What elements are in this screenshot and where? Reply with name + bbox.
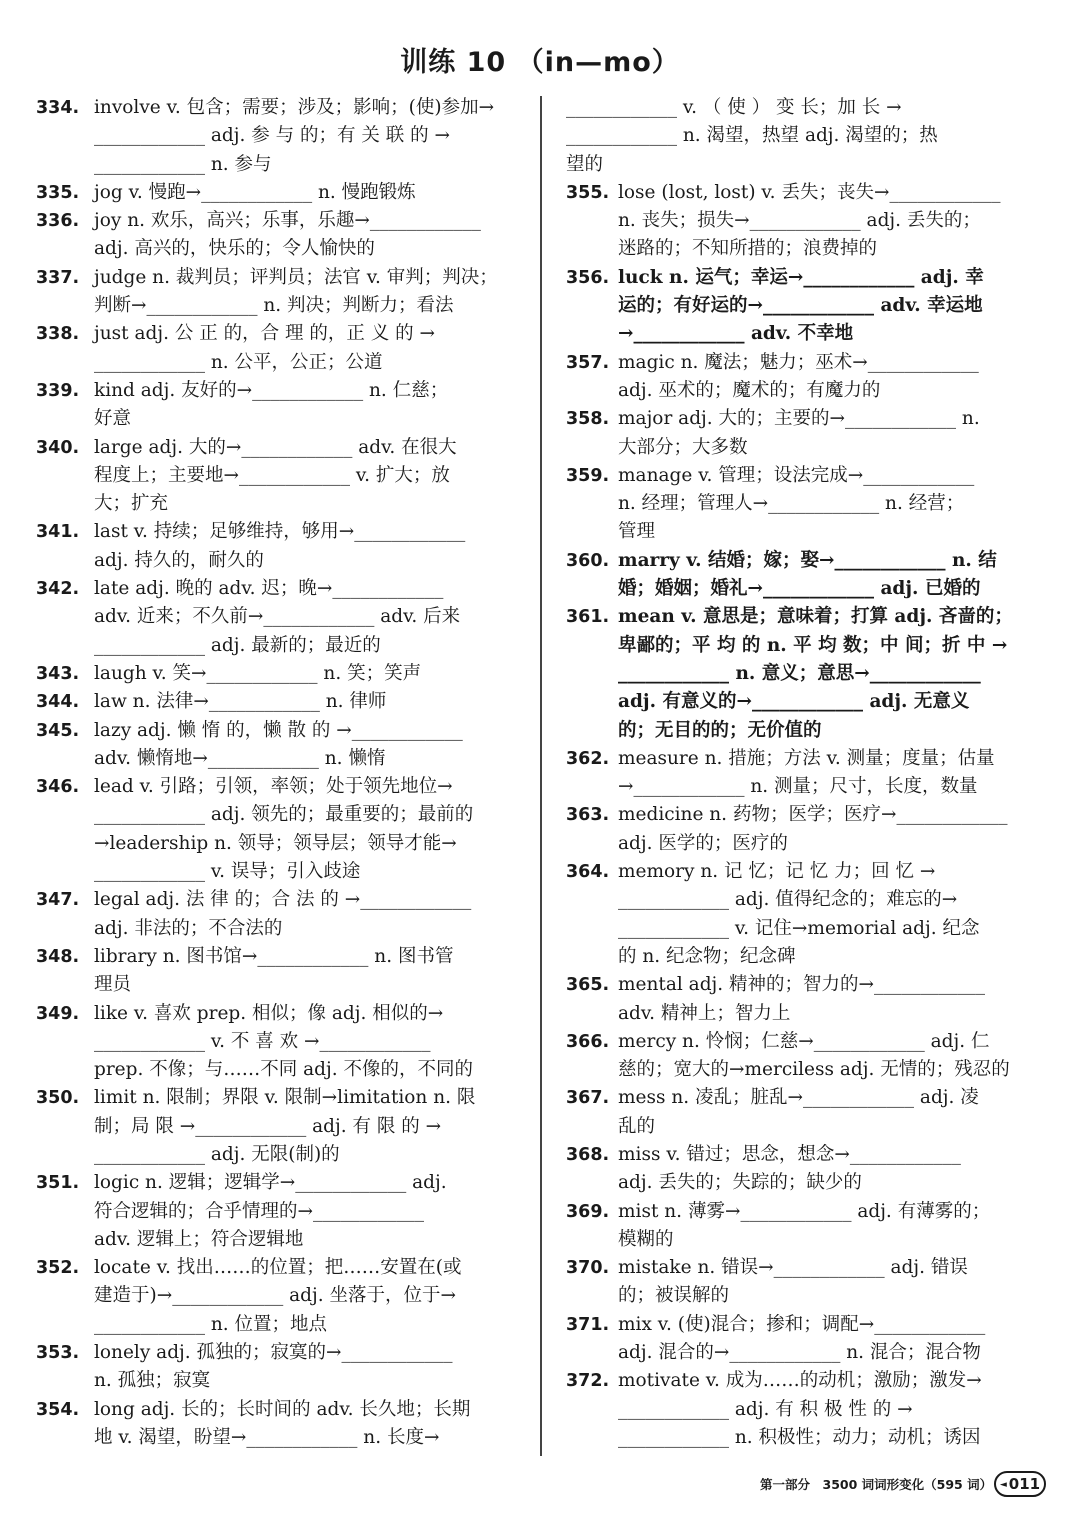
vocab-entry	[36, 943, 528, 1000]
vocab-entry	[36, 1254, 528, 1339]
entry-number: 369.	[566, 1201, 610, 1222]
entry-text: long adj. 长的；长时间的 adv. 长久地；长期	[94, 1398, 471, 1420]
entry-number: 366.	[566, 1031, 610, 1052]
entry-number: 359.	[566, 465, 610, 486]
vocab-entry	[566, 405, 1050, 462]
entry-continuation: 运的；有好运的→____________ adv. 幸运地	[618, 295, 983, 317]
right-column	[566, 94, 1050, 1452]
vocab-entry	[566, 971, 1050, 1028]
entry-number: 356.	[566, 267, 610, 288]
entry-text: judge n. 裁判员；评判员；法官 v. 审判；判决；	[94, 266, 498, 288]
entry-continuation: →____________ adv. 不幸地	[618, 323, 854, 345]
vocab-entry	[36, 320, 528, 377]
entry-text: lazy adj. 懒 惰 的，懒 散 的 →____________	[94, 719, 463, 741]
entry-number: 338.	[36, 324, 80, 345]
entry-continuation: 制；局 限 →____________ adj. 有 限 的 →	[94, 1115, 442, 1137]
entry-text: mix v. (使)混合；掺和；调配→____________	[618, 1313, 986, 1335]
entry-text: legal adj. 法 律 的；合 法 的 →____________	[94, 889, 472, 911]
entry-text: logic n. 逻辑；逻辑学→____________ adj.	[94, 1172, 447, 1194]
entry-continuation: 的；被误解的	[618, 1285, 730, 1307]
entry-continuation: 建造于)→____________ adj. 坐落于，位于→	[94, 1285, 456, 1307]
vocab-entry	[36, 264, 528, 321]
entry-number: 367.	[566, 1088, 610, 1109]
entry-text: marry v. 结婚；嫁；娶→____________ n. 结	[618, 549, 997, 571]
entry-continuation: adv. 近来；不久前→____________ adv. 后来	[94, 606, 461, 628]
entry-text: mean v. 意思是；意味着；打算 adj. 吝啬的；	[618, 606, 1013, 628]
vocab-entry	[36, 1084, 528, 1169]
entry-continuation: 大部分；大多数	[618, 436, 748, 458]
vocab-entry	[566, 603, 1050, 744]
vocab-entry	[36, 660, 528, 688]
entry-continuation: adj. 混合的→____________ n. 混合；混合物	[618, 1342, 981, 1364]
vocab-entry	[566, 462, 1050, 547]
page-arrow-icon: ◄	[999, 1480, 1007, 1490]
entry-text: miss v. 错过；思念，想念→____________	[618, 1143, 961, 1165]
page-number-badge	[994, 1471, 1046, 1497]
entry-text: memory n. 记 忆；记 忆 力；回 忆 →	[618, 861, 936, 883]
vocab-entry	[566, 1311, 1050, 1368]
entry-continuation: ____________ v. 不 喜 欢 →____________	[94, 1030, 431, 1052]
entry-continuation: adv. 精神上；智力上	[618, 1002, 791, 1024]
entry-number: 340.	[36, 437, 80, 458]
entry-text: mercy n. 怜悯；仁慈→____________ adj. 仁	[618, 1030, 990, 1052]
entry-text: joy n. 欢乐，高兴；乐事，乐趣→____________	[94, 210, 481, 232]
entry-number: 372.	[566, 1371, 610, 1392]
entry-continuation: ____________ adj. 值得纪念的；难忘的→	[618, 889, 958, 911]
vocab-entry	[36, 688, 528, 716]
entry-text: kind adj. 友好的→____________ n. 仁慈；	[94, 379, 449, 401]
entry-text: mess n. 凌乱；脏乱→____________ adj. 凌	[618, 1087, 979, 1109]
entry-number: 348.	[36, 946, 80, 967]
entry-number: 337.	[36, 267, 80, 288]
entry-number: 363.	[566, 805, 610, 826]
vocab-entry	[566, 1084, 1050, 1141]
vocab-entry	[566, 1198, 1050, 1255]
entry-number: 364.	[566, 862, 610, 883]
entry-number: 368.	[566, 1144, 610, 1165]
entry-number: 347.	[36, 890, 80, 911]
entry-text: limit n. 限制；界限 v. 限制→limitation n. 限	[94, 1087, 476, 1109]
entry-continuation: ____________ adj. 有 积 极 性 的 →	[618, 1398, 913, 1420]
vocab-entry	[36, 94, 528, 179]
entry-continuation: adv. 逻辑上；符合逻辑地	[94, 1228, 304, 1250]
entry-text: mistake n. 错误→____________ adj. 错误	[618, 1257, 968, 1279]
entry-continuation: ____________ n. 参与	[94, 153, 272, 175]
entry-number: 371.	[566, 1314, 610, 1335]
entry-continuation: adj. 医学的；医疗的	[618, 832, 788, 854]
entry-number: 365.	[566, 975, 610, 996]
entry-continuation: ____________ v. 误导；引入歧途	[94, 861, 361, 883]
entry-continuation: 判断→____________ n. 判决；判断力；看法	[94, 295, 454, 317]
entry-continuation: →____________ n. 测量；尺寸，长度，数量	[618, 776, 978, 798]
entry-number: 335.	[36, 182, 80, 203]
entry-number: 360.	[566, 550, 610, 571]
entry-continuation: 管理	[618, 521, 656, 543]
entry-text: late adj. 晚的 adv. 迟；晚→____________	[94, 578, 444, 600]
entry-number: 353.	[36, 1343, 80, 1364]
entry-text: mental adj. 精神的；智力的→____________	[618, 974, 986, 996]
entry-continuation: ____________ adj. 无限(制)的	[94, 1143, 340, 1165]
vocab-entry	[36, 1396, 528, 1453]
entry-continuation: adj. 非法的；不合法的	[94, 917, 283, 939]
vocab-entry	[566, 1141, 1050, 1198]
entry-continuation: adj. 巫术的；魔术的；有魔力的	[618, 379, 881, 401]
entry-text: like v. 喜欢 prep. 相似；像 adj. 相似的→	[94, 1002, 444, 1024]
entry-text: motivate v. 成为……的动机；激励；激发→	[618, 1370, 982, 1392]
entry-continuation: adj. 丢失的；失踪的；缺少的	[618, 1172, 862, 1194]
entry-continuation: n. 孤独；寂寞	[94, 1370, 211, 1392]
vocab-entry	[566, 745, 1050, 802]
entry-number: 344.	[36, 692, 80, 713]
entry-text: luck n. 运气；幸运→____________ adj. 幸	[618, 266, 984, 288]
entry-number: 334.	[36, 98, 80, 118]
vocab-entry	[36, 434, 528, 519]
entry-continuation: 婚；婚姻；婚礼→____________ adj. 已婚的	[618, 578, 981, 600]
entry-number: 357.	[566, 352, 610, 373]
entry-continuation: n. 经理；管理人→____________ n. 经营；	[618, 493, 965, 515]
entry-text: lose (lost, lost) v. 丢失；丧失→____________	[618, 181, 1001, 203]
vocab-entry	[36, 1000, 528, 1085]
entry-number: 355.	[566, 182, 610, 203]
vocab-entry	[566, 1367, 1050, 1452]
vocab-entry	[36, 773, 528, 886]
entry-number: 339.	[36, 380, 80, 401]
vocab-entry	[36, 377, 528, 434]
entry-number: 336.	[36, 211, 80, 232]
entry-number: 345.	[36, 720, 80, 741]
entry-text: mist n. 薄雾→____________ adj. 有薄雾的；	[618, 1200, 991, 1222]
vocab-entry	[566, 264, 1050, 349]
entry-number: 354.	[36, 1399, 80, 1420]
entry-continuation: 模糊的	[618, 1228, 674, 1250]
entry-continuation: adv. 懒惰地→____________ n. 懒惰	[94, 747, 386, 769]
entry-text: lonely adj. 孤独的；寂寞的→____________	[94, 1342, 453, 1364]
entry-continuation: →leadership n. 领导；领导层；领导才能→	[94, 832, 457, 854]
column-divider	[540, 96, 542, 1456]
vocab-entry	[566, 1254, 1050, 1311]
vocab-entry	[566, 179, 1050, 264]
entry-continuation: 迷路的；不知所措的；浪费掉的	[618, 238, 878, 260]
vocab-entry	[566, 349, 1050, 406]
entry-continuation: 卑鄙的；平 均 的 n. 平 均 数；中 间；折 中 →	[618, 634, 1008, 656]
entry-text: measure n. 措施；方法 v. 测量；度量；估量	[618, 747, 995, 769]
entry-text: magic n. 魔法；魅力；巫术→____________	[618, 351, 979, 373]
entry-text: just adj. 公 正 的，合 理 的，正 义 的 →	[94, 323, 435, 345]
vocab-entry	[36, 179, 528, 207]
entry-continuation: 理员	[94, 974, 132, 996]
page-title: 训练 10 （in—mo）	[400, 47, 680, 78]
entry-continuation: ____________ n. 位置；地点	[94, 1313, 328, 1335]
entry-text: law n. 法律→____________ n. 律师	[94, 691, 387, 713]
vocab-entry	[566, 94, 1050, 179]
vocab-entry	[36, 886, 528, 943]
entry-continuation: ____________ n. 意义；意思→____________	[618, 662, 981, 684]
entry-text: jog v. 慢跑→____________ n. 慢跑锻炼	[94, 181, 416, 203]
entry-continuation: 的；无目的的；无价值的	[618, 719, 822, 741]
entry-number: 350.	[36, 1088, 80, 1109]
entry-text: involve v. 包含；需要；涉及；影响；(使)参加→	[94, 97, 495, 118]
entry-continuation: adj. 有意义的→____________ adj. 无意义	[618, 691, 970, 713]
vocab-entry	[566, 858, 1050, 971]
entry-number: 346.	[36, 777, 80, 798]
entry-number: 351.	[36, 1173, 80, 1194]
entry-text: library n. 图书馆→____________ n. 图书管	[94, 945, 454, 967]
vocab-entry	[36, 575, 528, 660]
vocab-entry	[36, 717, 528, 774]
entry-number: 341.	[36, 522, 80, 543]
entry-text: last v. 持续；足够维持，够用→____________	[94, 521, 466, 543]
vocab-entry	[566, 547, 1050, 604]
entry-continuation: n. 丧失；损失→____________ adj. 丢失的；	[618, 210, 981, 232]
entry-number: 343.	[36, 663, 80, 684]
entry-number: 358.	[566, 409, 610, 430]
vocab-entry	[36, 518, 528, 575]
entry-continuation: ____________ v. 记住→memorial adj. 纪念	[618, 917, 980, 939]
entry-text: manage v. 管理；设法完成→____________	[618, 464, 975, 486]
vocab-entry	[36, 1339, 528, 1396]
entry-continuation: ____________ n. 积极性；动力；动机；诱因	[618, 1426, 981, 1448]
entry-number: 352.	[36, 1258, 80, 1279]
entry-continuation: 望的	[566, 153, 604, 175]
page-number: 011	[1008, 1475, 1041, 1493]
entry-continuation: ____________ adj. 最新的；最近的	[94, 634, 381, 656]
entry-number: 342.	[36, 579, 80, 600]
entry-number: 361.	[566, 607, 610, 628]
entry-continuation: prep. 不像；与……不同 adj. 不像的，不同的	[94, 1059, 473, 1081]
entry-continuation: 符合逻辑的；合乎情理的→____________	[94, 1200, 425, 1222]
entry-text: lead v. 引路；引领，率领；处于领先地位→	[94, 776, 453, 798]
entry-text: major adj. 大的；主要的→____________ n.	[618, 408, 980, 430]
vocab-entry	[36, 1169, 528, 1254]
left-column	[36, 94, 528, 1452]
entry-continuation: adj. 持久的，耐久的	[94, 549, 264, 571]
entry-text: large adj. 大的→____________ adv. 在很大	[94, 436, 457, 458]
entry-continuation: ____________ n. 公平，公正；公道	[94, 351, 383, 373]
entry-number: 349.	[36, 1003, 80, 1024]
entry-continuation: 大；扩充	[94, 493, 169, 515]
vocab-entry	[36, 207, 528, 264]
entry-text: medicine n. 药物；医学；医疗→____________	[618, 804, 1008, 826]
entry-continuation: adj. 高兴的，快乐的；令人愉快的	[94, 238, 375, 260]
entry-continuation: ____________ adj. 领先的；最重要的；最前的	[94, 804, 474, 826]
entry-continuation: 慈的；宽大的→merciless adj. 无情的；残忍的	[618, 1059, 1010, 1081]
entry-number: 362.	[566, 748, 610, 769]
entry-continuation: 乱的	[618, 1115, 656, 1137]
footer-section-label: 第一部分 3500 词词形变化（595 词）	[760, 1477, 993, 1492]
entry-continuation: 好意	[94, 408, 132, 430]
entry-continuation: 的 n. 纪念物；纪念碑	[618, 945, 796, 967]
vocab-entry	[566, 801, 1050, 858]
entry-continuation: ____________ n. 渴望，热望 adj. 渴望的；热	[566, 125, 938, 147]
entry-number: 370.	[566, 1258, 610, 1279]
entry-continuation: ____________ v. （ 使 ） 变 长；加 长 →	[566, 97, 902, 118]
vocab-entry	[566, 1028, 1050, 1085]
entry-text: locate v. 找出……的位置；把……安置在(或	[94, 1257, 462, 1279]
entry-continuation: 程度上；主要地→____________ v. 扩大；放	[94, 464, 450, 486]
entry-continuation: ____________ adj. 参 与 的；有 关 联 的 →	[94, 125, 451, 147]
entry-text: laugh v. 笑→____________ n. 笑；笑声	[94, 662, 422, 684]
entry-continuation: 地 v. 渴望，盼望→____________ n. 长度→	[94, 1426, 440, 1448]
